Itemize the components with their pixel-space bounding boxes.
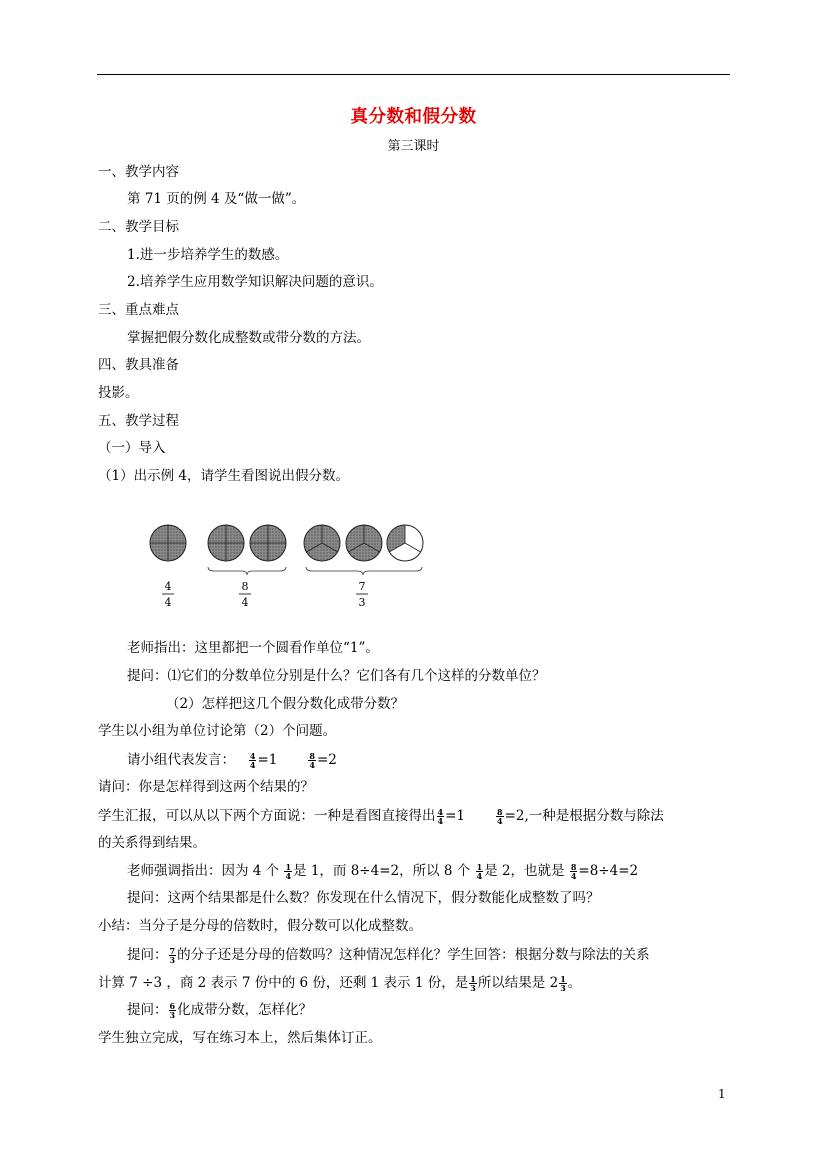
- figure-label-num: 7: [358, 580, 366, 593]
- page-number: 1: [718, 1087, 726, 1101]
- fraction: $\frac{8}{4}$: [570, 862, 577, 881]
- circle-one-third: [387, 525, 423, 561]
- paragraph: 的关系得到结果。: [98, 835, 206, 851]
- paragraph: 掌握把假分数化成整数或带分数的方法。: [127, 330, 370, 346]
- paragraph: 第 71 页的例 4 及“做一做”。: [127, 191, 306, 207]
- fraction: $\frac{8}{4}$: [497, 807, 503, 826]
- text-fragment: 所以结果是 2: [477, 975, 559, 991]
- text-fragment: 学生汇报，可以从以下两个方面说：一种是看图直接得出: [98, 808, 436, 824]
- text-fragment: 老师强调指出：因为 4 个: [127, 863, 280, 879]
- figure-label-den: 4: [164, 596, 172, 609]
- fraction: $\frac{7}{3}$: [169, 946, 176, 965]
- text-fragment: 。: [567, 975, 582, 991]
- fraction: $\frac{4}{4}$: [249, 751, 256, 770]
- paragraph: [127, 750, 337, 770]
- subsection-heading: （一）导入: [98, 440, 166, 456]
- fraction: $\frac{1}{3}$: [560, 974, 566, 993]
- brace: [306, 567, 422, 575]
- text-fragment: 化成带分数，怎样化？: [177, 1002, 313, 1018]
- paragraph: （1）出示例 4，请学生看图说出假分数。: [98, 468, 349, 484]
- text-fragment: =1: [445, 808, 465, 824]
- text-fragment: 是 1，而 8÷4=2，所以 8 个: [293, 863, 471, 879]
- figure-label-num: 4: [164, 580, 172, 593]
- paragraph: 提问：⑴它们的分数单位分别是什么？它们各有几个这样的分数单位？: [127, 668, 546, 684]
- paragraph: 2.培养学生应用数学知识解决问题的意识。: [127, 274, 383, 290]
- circle-quarters: [208, 525, 244, 561]
- page-title: 真分数和假分数: [350, 107, 477, 127]
- section-heading: 四、教具准备: [98, 357, 179, 373]
- text-fragment: 是 2，也就是: [484, 863, 565, 879]
- paragraph: [98, 973, 581, 993]
- circle-thirds: [346, 525, 382, 561]
- text-fragment: 的分子还是分母的倍数吗？这种情况怎样化？学生回答：根据分数与除法的关系: [177, 947, 650, 963]
- paragraph: 投影。: [98, 385, 139, 401]
- paragraph: [98, 806, 664, 826]
- figure-label-7-3: [356, 580, 368, 609]
- text-fragment: =2: [316, 752, 337, 768]
- paragraph: 1.进一步培养学生的数感。: [127, 247, 289, 263]
- paragraph: [127, 861, 638, 881]
- circle-thirds: [304, 525, 340, 561]
- text-fragment: 提问：: [127, 1002, 168, 1018]
- section-heading: 一、教学内容: [98, 164, 179, 180]
- fraction: $\frac{1}{3}$: [470, 974, 476, 993]
- fraction: $\frac{1}{4}$: [476, 862, 483, 881]
- page-subtitle: 第三课时: [387, 139, 440, 154]
- text-fragment: 计算 7 ÷3 ，商 2 表示 7 份中的 6 份，还剩 1 表示 1 份，是: [98, 975, 469, 991]
- text-fragment: =1: [257, 752, 278, 768]
- text-fragment: 请小组代表发言：: [127, 752, 235, 768]
- text-fragment: =2,一种是根据分数与除法: [504, 808, 664, 824]
- circle-quarters: [250, 525, 286, 561]
- paragraph: 小结：当分子是分母的倍数时，假分数可以化成整数。: [98, 918, 422, 934]
- figure-label-8-4: [239, 580, 251, 609]
- section-heading: 五、教学过程: [98, 413, 179, 429]
- figure-label-den: 4: [241, 596, 249, 609]
- fraction: $\frac{4}{4}$: [437, 807, 444, 826]
- fraction-circles-figure: [140, 510, 440, 615]
- section-heading: 三、重点难点: [98, 302, 179, 318]
- figure-label-num: 8: [241, 580, 249, 593]
- paragraph: 学生以小组为单位讨论第（2）个问题。: [98, 723, 337, 739]
- paragraph: [127, 1000, 312, 1020]
- fraction: $\frac{1}{4}$: [285, 862, 292, 881]
- text-fragment: =8÷4=2: [578, 863, 639, 879]
- paragraph: （2）怎样把这几个假分数化成带分数？: [166, 696, 405, 712]
- paragraph: 提问：这两个结果都是什么数？你发现在什么情况下，假分数能化成整数了吗？: [127, 890, 600, 906]
- fraction: $\frac{8}{4}$: [309, 751, 315, 770]
- paragraph: 老师指出：这里都把一个圆看作单位“1”。: [127, 640, 379, 656]
- figure-label-den: 3: [358, 596, 366, 609]
- text-fragment: 提问：: [127, 947, 168, 963]
- figure-label-4-4: [162, 580, 174, 609]
- paragraph: [127, 945, 650, 965]
- brace: [208, 567, 286, 575]
- paragraph: 学生独立完成，写在练习本上，然后集体订正。: [98, 1030, 382, 1046]
- circle-quarters: [150, 525, 186, 561]
- fraction: $\frac{6}{3}$: [169, 1001, 176, 1020]
- section-heading: 二、教学目标: [98, 219, 179, 235]
- header-rule: [97, 74, 730, 75]
- paragraph: 请问：你是怎样得到这两个结果的？: [98, 779, 314, 795]
